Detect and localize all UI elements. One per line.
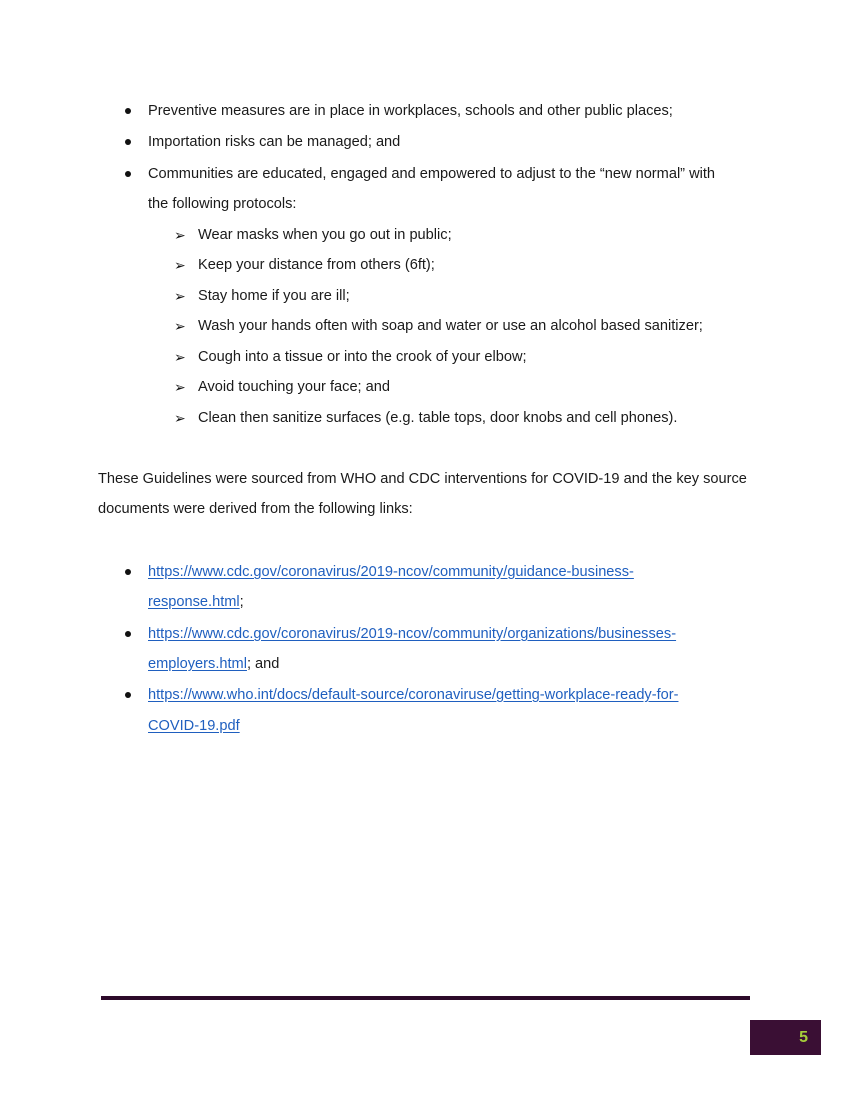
who-workplace-ready-link[interactable]: https://www.who.int/docs/default-source/coronaviruse/getting-workplace-ready-for- [148,687,679,703]
cdc-businesses-employers-link-continued[interactable]: employers.html [148,656,247,672]
protocol-item: Wear masks when you go out in public; [198,227,452,243]
arrow-bullet-icon: ➢ [174,257,186,273]
bullet-text: Communities are educated, engaged and empowered to adjust to the “new normal” with [148,166,716,182]
paragraph-line: These Guidelines were sourced from WHO and CDC interventions for COVID-19 and the key source [98,471,747,487]
footer-divider [101,996,750,1000]
who-workplace-ready-link-continued[interactable]: COVID-19.pdf [148,718,240,734]
arrow-bullet-icon: ➢ [174,318,186,334]
cdc-business-response-link-continued[interactable]: response.html [148,594,240,610]
protocol-item: Keep your distance from others (6ft); [198,257,435,273]
arrow-bullet-icon: ➢ [174,349,186,365]
link-suffix: ; and [246,656,280,672]
protocol-item: Wash your hands often with soap and water or use an alcohol based sanitizer; [198,318,703,334]
bullet-icon [125,139,131,145]
bullet-text: Preventive measures are in place in workplaces, schools and other public places; [148,103,673,119]
protocol-item: Avoid touching your face; and [198,379,391,395]
cdc-businesses-employers-link[interactable]: https://www.cdc.gov/coronavirus/2019-ncov/community/organizations/businesses- [148,626,677,642]
bullet-text: Importation risks can be managed; and [148,134,401,150]
link-line [148,624,676,644]
paragraph-line: documents were derived from the following links: [98,501,413,517]
link-line [148,716,240,736]
cdc-business-response-link[interactable]: https://www.cdc.gov/coronavirus/2019-ncov/community/guidance-business- [148,564,634,580]
protocol-item: Cough into a tissue or into the crook of your elbow; [198,349,527,365]
link-suffix: ; [239,594,244,610]
bullet-text: the following protocols: [148,196,297,212]
link-line [148,562,634,582]
page-number: 5 [750,1020,821,1055]
arrow-bullet-icon: ➢ [174,410,186,426]
link-line [148,592,244,612]
link-line [148,654,279,674]
bullet-icon [125,631,131,637]
bullet-icon [125,171,131,177]
bullet-icon [125,692,131,698]
arrow-bullet-icon: ➢ [174,288,186,304]
protocol-item: Clean then sanitize surfaces (e.g. table tops, door knobs and cell phones). [198,410,678,426]
protocol-item: Stay home if you are ill; [198,288,350,304]
bullet-icon [125,569,131,575]
arrow-bullet-icon: ➢ [174,227,186,243]
link-line [148,685,678,705]
bullet-icon [125,108,131,114]
arrow-bullet-icon: ➢ [174,379,186,395]
